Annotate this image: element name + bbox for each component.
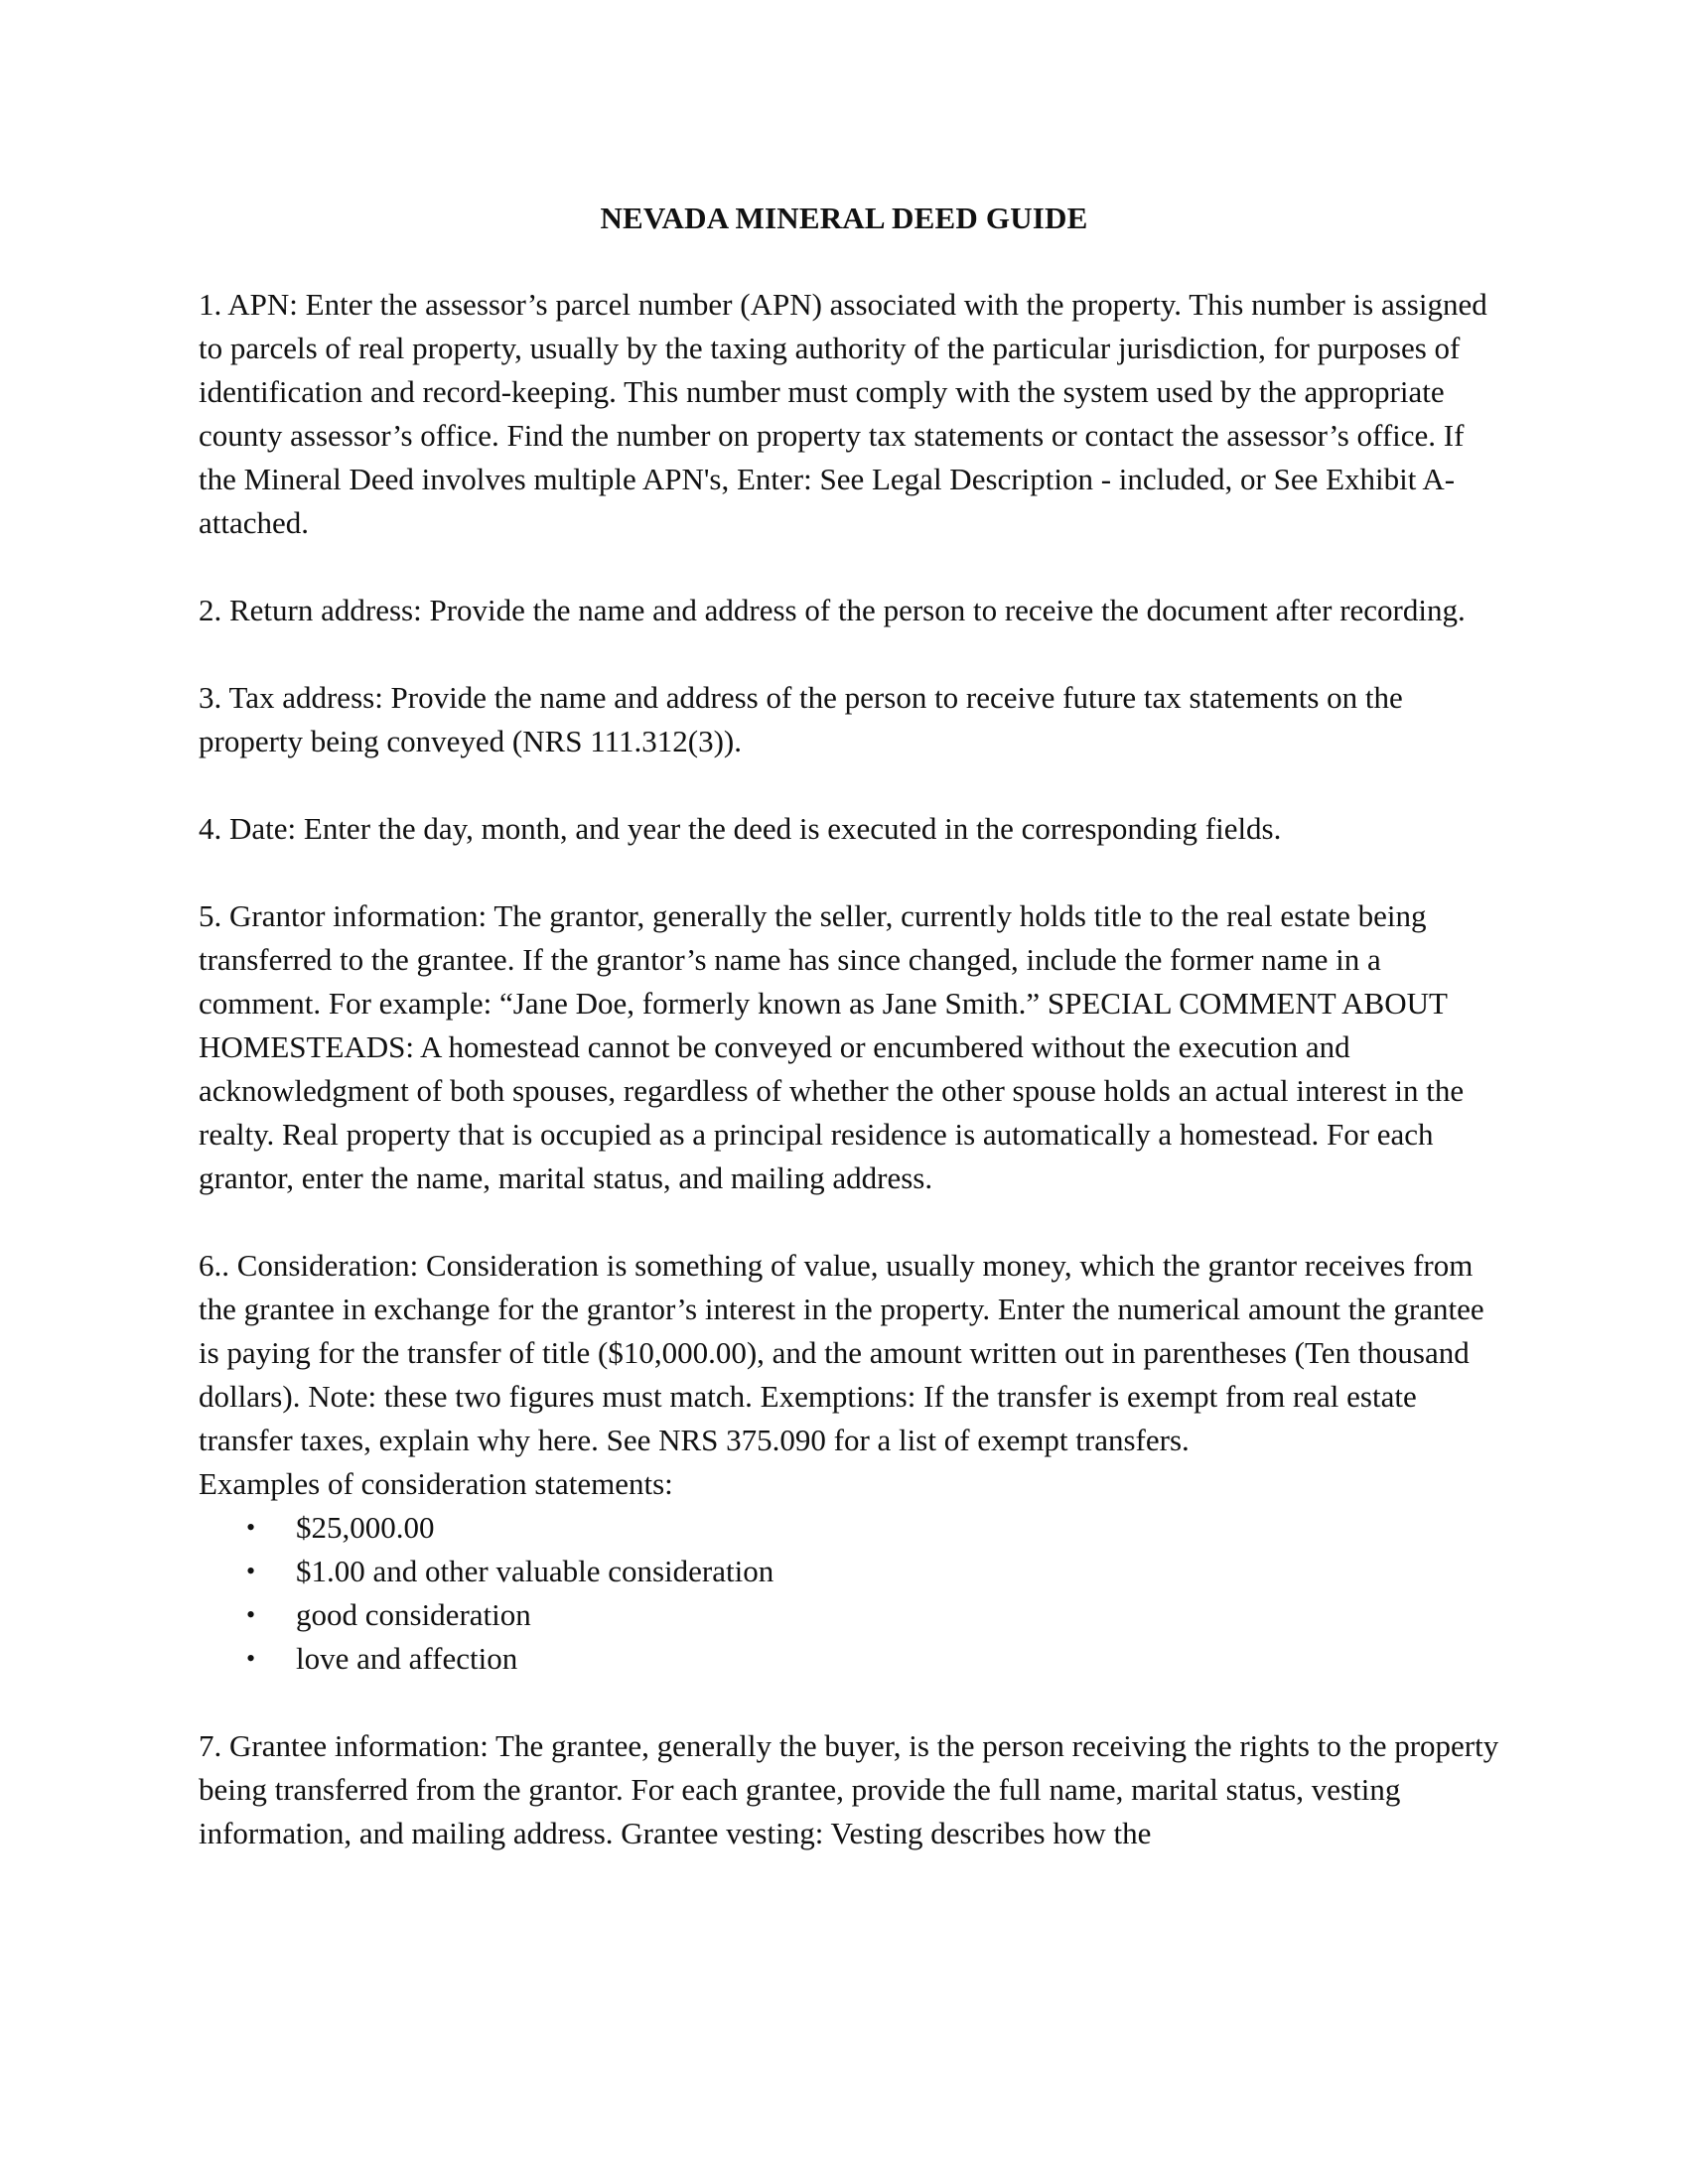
section-grantee: 7. Grantee information: The grantee, generally the buyer, is the person receiving the rights to the property being transferred from the grantor. For each grantee, provide the full name, marital status, vesting information, and mailing address. Grantee vesting: Vesting describes how the bbox=[199, 1728, 1499, 1850]
bullet-icon: • bbox=[246, 1557, 256, 1585]
document-title: NEVADA MINERAL DEED GUIDE bbox=[600, 201, 1088, 235]
document-body bbox=[199, 283, 1499, 1855]
section-tax-address: 3. Tax address: Provide the name and address of the person to receive future tax statements on the property being conveyed (NRS 111.312(3)). bbox=[199, 680, 1403, 758]
list-item bbox=[199, 1593, 1499, 1637]
section-consideration: 6.. Consideration: Consideration is something of value, usually money, which the grantor receives from the grantee in exchange for the grantor’s interest in the property. Enter the numerical amount the grantee is paying for the transfer of title ($10,000.00), and the amount written out in parentheses (Ten thousand dollars). Note: these two figures must match. Exemptions: If the transfer is exempt from real estate transfer taxes, explain why here. See NRS 375.090 for a list of exempt transfers. bbox=[199, 1248, 1484, 1457]
bullet-icon: • bbox=[246, 1513, 256, 1542]
consideration-examples-list bbox=[199, 1506, 1499, 1681]
section-return-address: 2. Return address: Provide the name and address of the person to receive the document after recording. bbox=[199, 593, 1466, 627]
section-grantor: 5. Grantor information: The grantor, generally the seller, currently holds title to the real estate being transferred to the grantee. If the grantor’s name has since changed, include the former name in a comment. For example: “Jane Doe, formerly known as Jane Smith.” SPECIAL COMMENT ABOUT HOMESTEADS: A homestead cannot be conveyed or encumbered without the execution and acknowledgment of both spouses, regardless of whether the other spouse holds an actual interest in the realty. Real property that is occupied as a principal residence is automatically a homestead. For each grantor, enter the name, marital status, and mailing address. bbox=[199, 898, 1465, 1195]
list-item bbox=[199, 1637, 1499, 1681]
list-item bbox=[199, 1550, 1499, 1593]
examples-intro: Examples of consideration statements: bbox=[199, 1466, 673, 1501]
section-apn: 1. APN: Enter the assessor’s parcel number (APN) associated with the property. This number is assigned to parcels of real property, usually by the taxing authority of the particular jurisdiction, for purposes of identification and record-keeping. This number must comply with the system used by the appropriate county assessor’s office. Find the number on property tax statements or contact the assessor’s office. If the Mineral Deed involves multiple APN's, Enter: See Legal Description - included, or See Exhibit A-attached. bbox=[199, 287, 1487, 540]
bullet-icon: • bbox=[246, 1600, 256, 1629]
section-date: 4. Date: Enter the day, month, and year the deed is executed in the corresponding fields. bbox=[199, 811, 1282, 846]
list-item-text: love and affection bbox=[296, 1641, 518, 1676]
list-item bbox=[199, 1506, 1499, 1550]
bullet-icon: • bbox=[246, 1644, 256, 1673]
list-item-text: $1.00 and other valuable consideration bbox=[296, 1554, 774, 1588]
list-item-text: $25,000.00 bbox=[296, 1510, 435, 1545]
list-item-text: good consideration bbox=[296, 1597, 531, 1632]
